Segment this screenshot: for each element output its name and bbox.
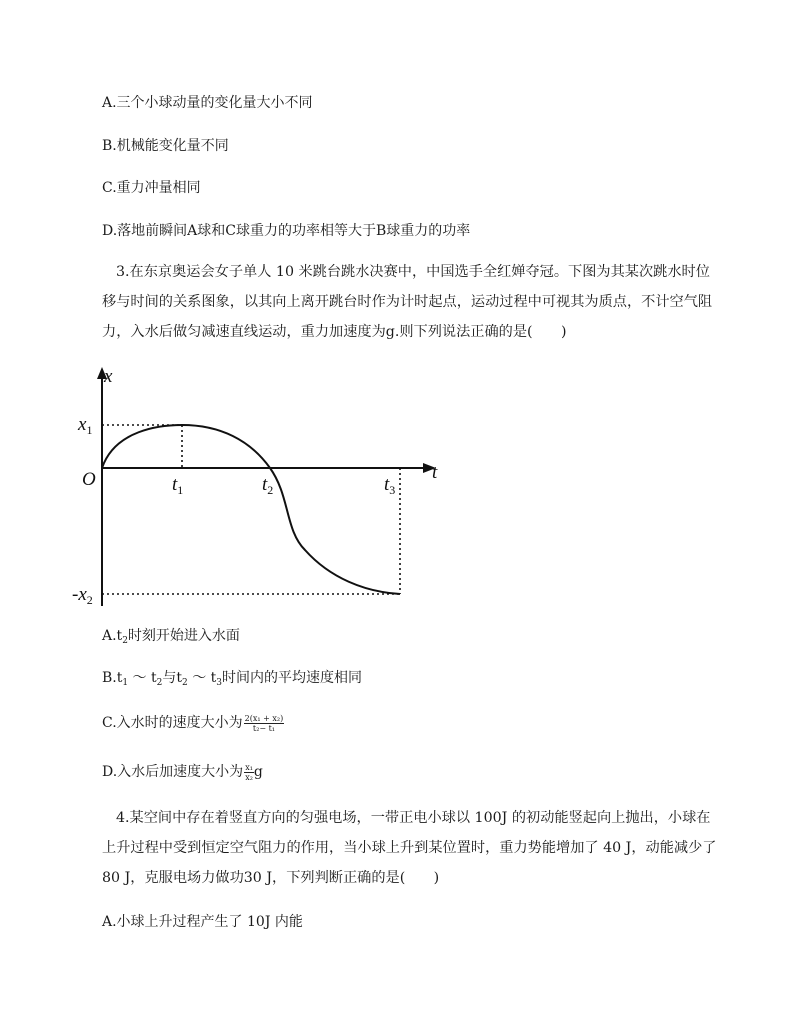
option-c: C.重力冲量相同	[102, 180, 201, 196]
question-4-stem	[102, 803, 722, 893]
t2-label: $t_2$	[262, 474, 274, 497]
question-4-text: 4.某空间中存在着竖直方向的匀强电场，一带正电小球以 100J 的初动能竖起向上抛出，小球在上升过程中受到恒定空气阻力的作用，当小球上升到某位置时，重力势能增加了 40 J，动能减少了80 J，克服电场力做功30 J，下列判断正确的是( )	[102, 810, 717, 886]
speed-fraction: $\frac{\text{2(x₁ + x₂)}}{\text{t₂− t₁}}$	[244, 713, 284, 733]
q3-option-c: C.入水时的速度大小为 $\frac{\text{2(x₁ + x₂)}}{\text{t₂− t₁}}$	[102, 713, 284, 733]
displacement-curve	[102, 425, 400, 594]
origin-label: O	[82, 469, 96, 490]
t3-label: $t_3$	[384, 474, 396, 497]
x-axis-label: t	[432, 462, 438, 483]
t1-label: $t_1$	[172, 474, 184, 497]
question-3-text: 3.在东京奥运会女子单人 10 米跳台跳水决赛中，中国选手全红婵夺冠。下图为其某次跳水时位移与时间的关系图象，以其向上离开跳台时作为计时起点，运动过程中可视其为质点，不计空气阻力，入水后做匀减速直线运动，重力加速度为g.则下列说法正确的是( )	[102, 264, 713, 340]
q3-option-b: $B.t_1$ ～ $t_2$与$t_2$ ～ $t_3$时间内的平均速度相同	[102, 670, 363, 688]
x1-label: $x_1$	[78, 414, 93, 437]
displacement-time-graph	[60, 360, 460, 610]
question-3-stem	[102, 257, 722, 347]
q3-option-a: $A.t_2$时刻开始进入水面	[102, 628, 240, 646]
acceleration-fraction: $\frac{\text{x₁}}{\text{x₂}}$	[245, 762, 253, 782]
option-d: D.落地前瞬间A球和C球重力的功率相等大于B球重力的功率	[102, 223, 471, 239]
option-a: A.三个小球动量的变化量大小不同	[102, 95, 313, 111]
q3-option-d: D.入水后加速度大小为 $\frac{\text{x₁}}{\text{x₂}}$ g	[102, 762, 263, 782]
y-axis-label: x	[104, 366, 113, 387]
q4-option-a: A.小球上升过程产生了 10J 内能	[102, 914, 303, 930]
option-b: B.机械能变化量不同	[102, 138, 229, 154]
neg-x2-label: $-x_2$	[72, 584, 93, 607]
